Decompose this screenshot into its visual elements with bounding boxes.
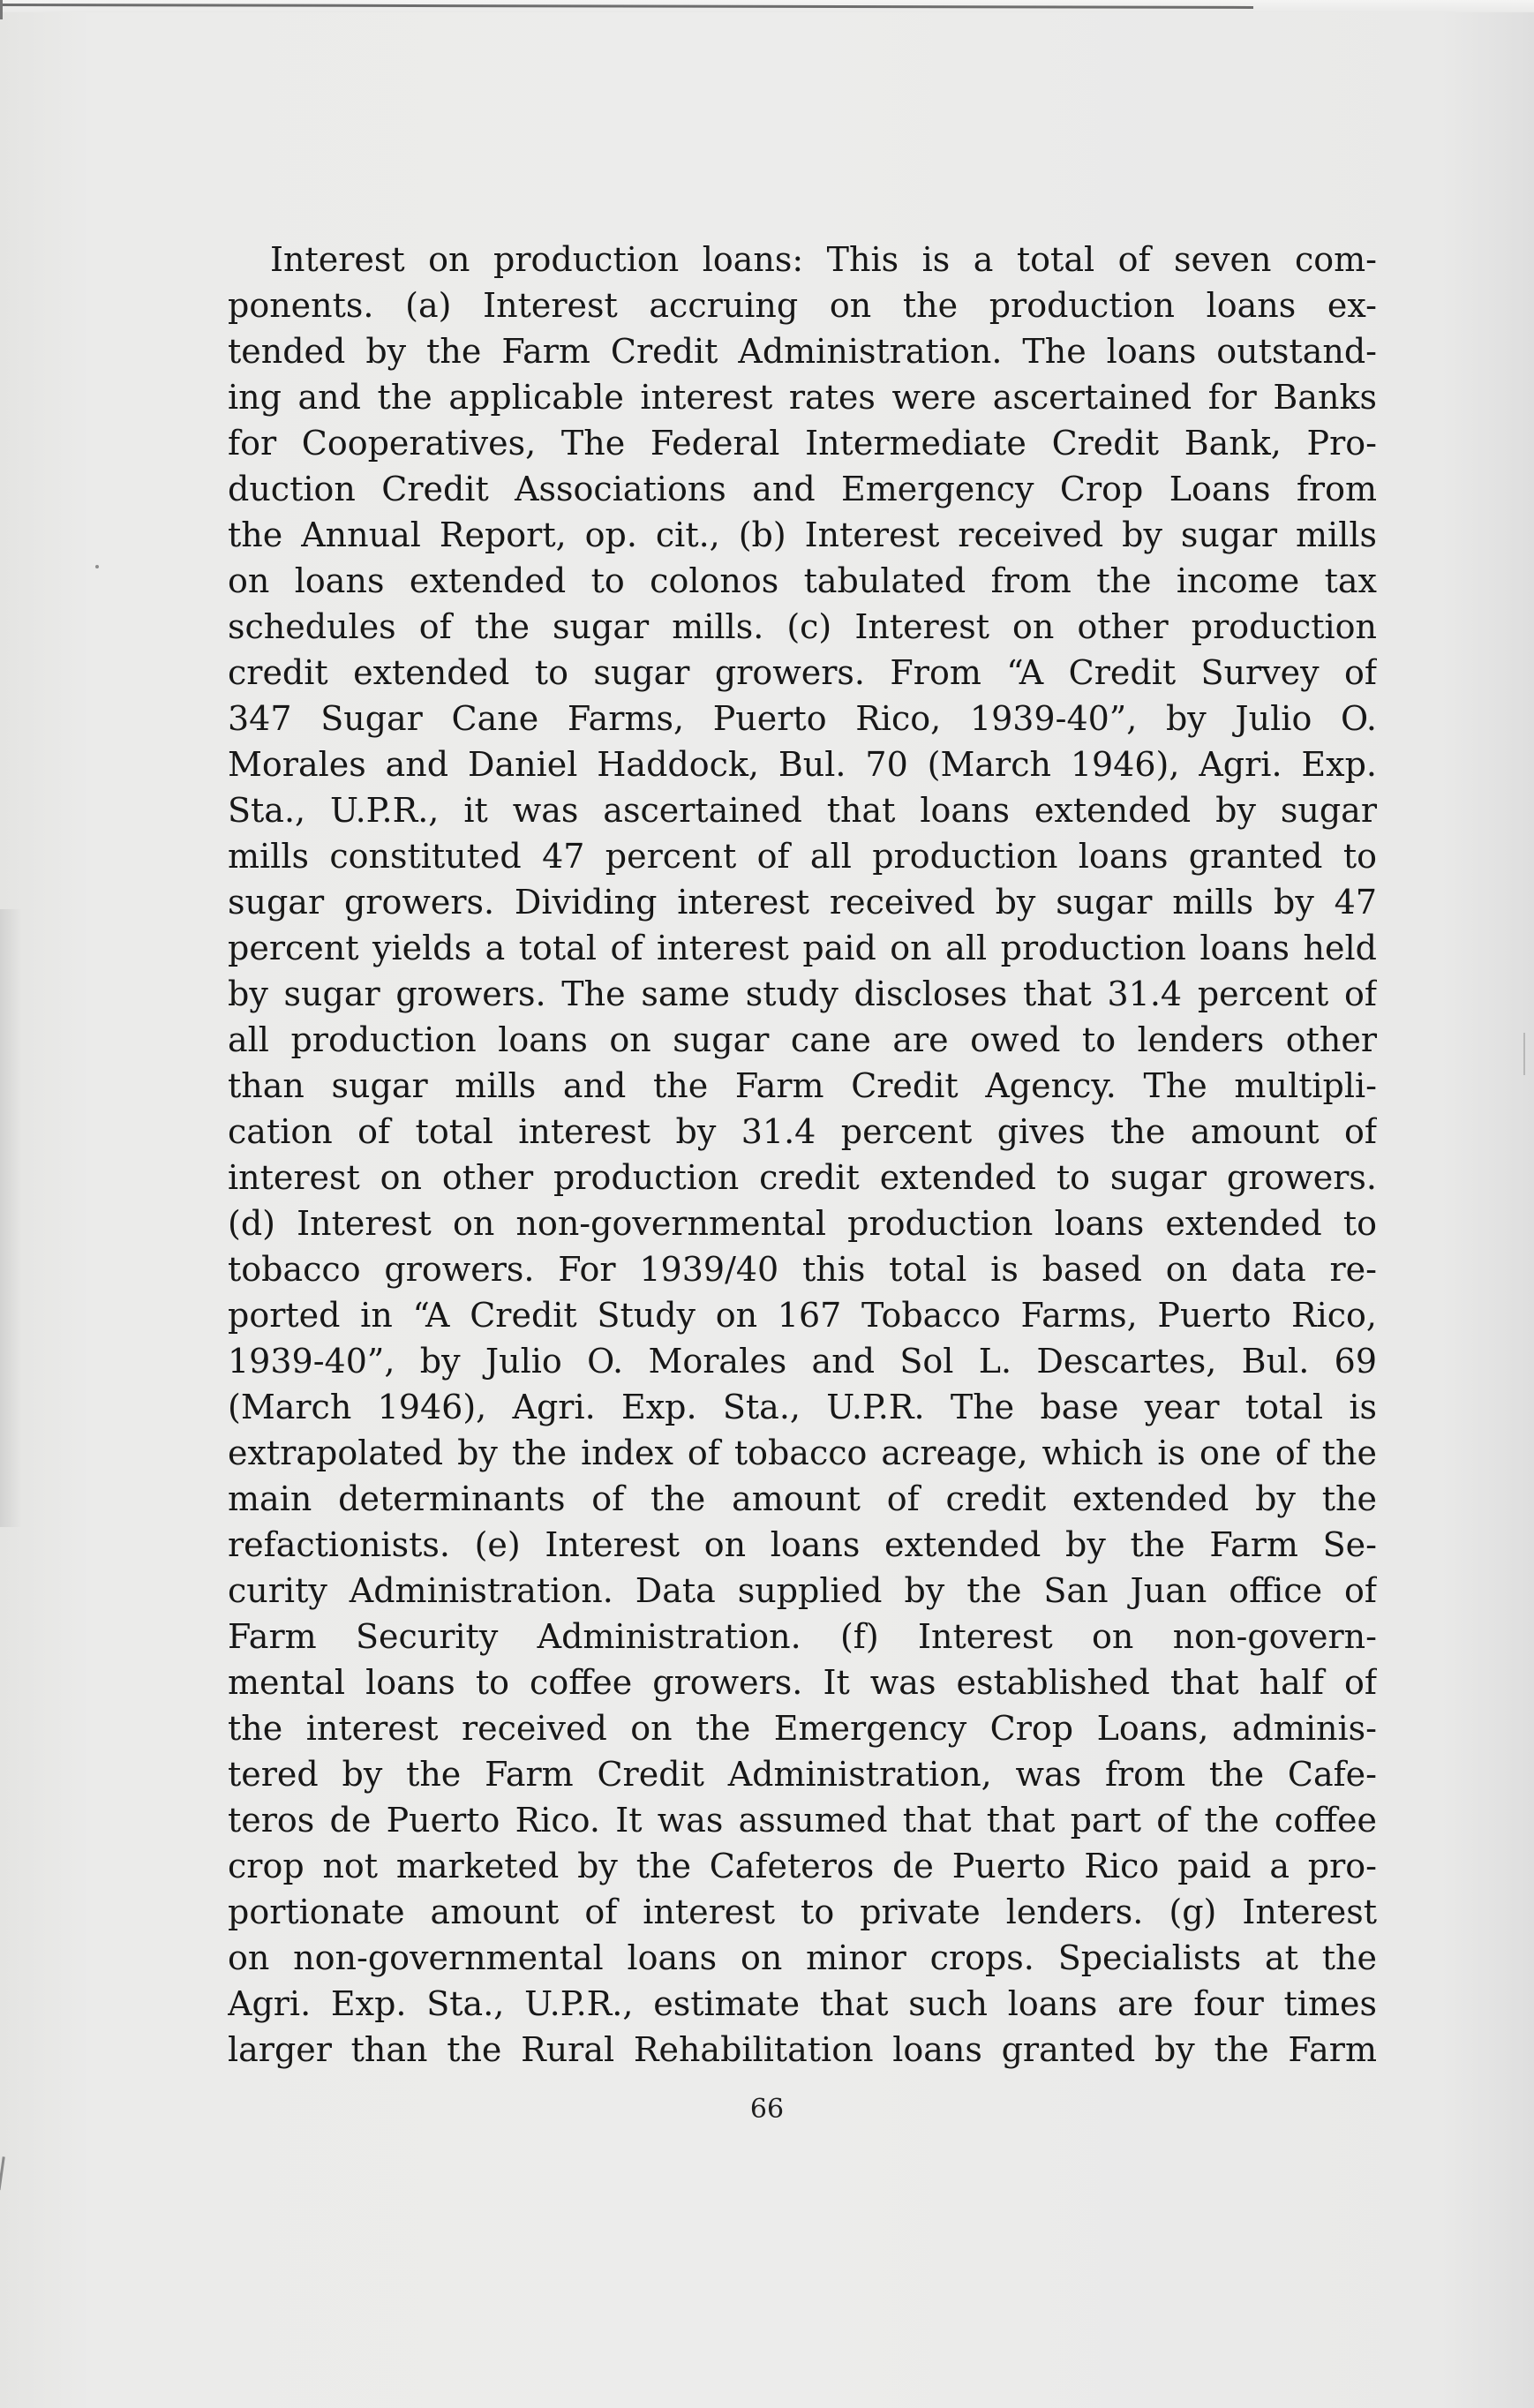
text-line: Morales and Daniel Haddock, Bul. 70 (March 1946), Agri. Exp. [228, 745, 1377, 784]
text-line: ported in “A Credit Study on 167 Tobacco Farms, Puerto Rico, [228, 1296, 1377, 1335]
text-line: (d) Interest on non-governmental production loans extended to [228, 1204, 1377, 1243]
text-line: extrapolated by the index of tobacco acreage, which is one of the [228, 1434, 1377, 1472]
text-line: 1939-40”, by Julio O. Morales and Sol L. Descartes, Bul. 69 [228, 1342, 1377, 1381]
scan-shadow [0, 909, 21, 1527]
text-line: the Annual Report, op. cit., (b) Interest received by sugar mills [228, 515, 1377, 554]
text-line: (March 1946), Agri. Exp. Sta., U.P.R. The base year total is [228, 1388, 1377, 1426]
text-line: percent yields a total of interest paid on all production loans held [228, 929, 1377, 967]
scan-right-mark [1523, 1033, 1525, 1075]
text-line: Sta., U.P.R., it was ascertained that loans extended by sugar [228, 791, 1377, 830]
text-line: ing and the applicable interest rates were ascertained for Banks [228, 378, 1377, 417]
text-line: tended by the Farm Credit Administration. The loans outstand- [228, 332, 1377, 371]
text-line: Agri. Exp. Sta., U.P.R., estimate that such loans are four times [228, 1984, 1377, 2023]
text-line: than sugar mills and the Farm Credit Agency. The multipli- [228, 1066, 1377, 1105]
text-line: ponents. (a) Interest accruing on the production loans ex- [228, 286, 1377, 325]
text-line: tobacco growers. For 1939/40 this total is based on data re- [228, 1250, 1377, 1289]
paragraph [228, 237, 1377, 2073]
text-line: credit extended to sugar growers. From “A Credit Survey of [228, 653, 1377, 692]
text-line: schedules of the sugar mills. (c) Interest on other production [228, 607, 1377, 646]
text-line: on non-governmental loans on minor crops. Specialists at the [228, 1938, 1377, 1977]
text-line: the interest received on the Emergency Crop Loans, adminis- [228, 1709, 1377, 1748]
scan-speck [95, 565, 99, 568]
text-line: duction Credit Associations and Emergency Crop Loans from [228, 470, 1377, 508]
text-line: main determinants of the amount of credit extended by the [228, 1479, 1377, 1518]
text-line: larger than the Rural Rehabilitation loans granted by the Farm [228, 2030, 1377, 2069]
text-line: crop not marketed by the Cafeteros de Puerto Rico paid a pro- [228, 1847, 1377, 1885]
text-line: 347 Sugar Cane Farms, Puerto Rico, 1939-40”, by Julio O. [228, 699, 1377, 738]
text-line: refactionists. (e) Interest on loans extended by the Farm Se- [228, 1525, 1377, 1564]
scan-edge-mark [0, 2156, 28, 2194]
text-line: Farm Security Administration. (f) Interest on non-govern- [228, 1617, 1377, 1656]
text-line: for Cooperatives, The Federal Intermediate Credit Bank, Pro- [228, 424, 1377, 463]
text-line: tered by the Farm Credit Administration, was from the Cafe- [228, 1755, 1377, 1794]
text-line: sugar growers. Dividing interest received by sugar mills by 47 [228, 883, 1377, 922]
text-line: on loans extended to colonos tabulated from the income tax [228, 561, 1377, 600]
text-line: mental loans to coffee growers. It was established that half of [228, 1663, 1377, 1702]
page-number: 66 [749, 2094, 785, 2125]
scan-corner-mark [0, 0, 19, 19]
text-line: teros de Puerto Rico. It was assumed that that part of the coffee [228, 1801, 1377, 1840]
text-line: cation of total interest by 31.4 percent gives the amount of [228, 1112, 1377, 1151]
text-line: curity Administration. Data supplied by the San Juan office of [228, 1571, 1377, 1610]
text-line: all production loans on sugar cane are owed to lenders other [228, 1020, 1377, 1059]
text-line: Interest on production loans: This is a total of seven com- [270, 240, 1377, 279]
text-line: interest on other production credit extended to sugar growers. [228, 1158, 1377, 1197]
text-line: mills constituted 47 percent of all production loans granted to [228, 837, 1377, 876]
text-line: portionate amount of interest to private lenders. (g) Interest [228, 1893, 1377, 1931]
text-line: by sugar growers. The same study discloses that 31.4 percent of [228, 974, 1377, 1013]
